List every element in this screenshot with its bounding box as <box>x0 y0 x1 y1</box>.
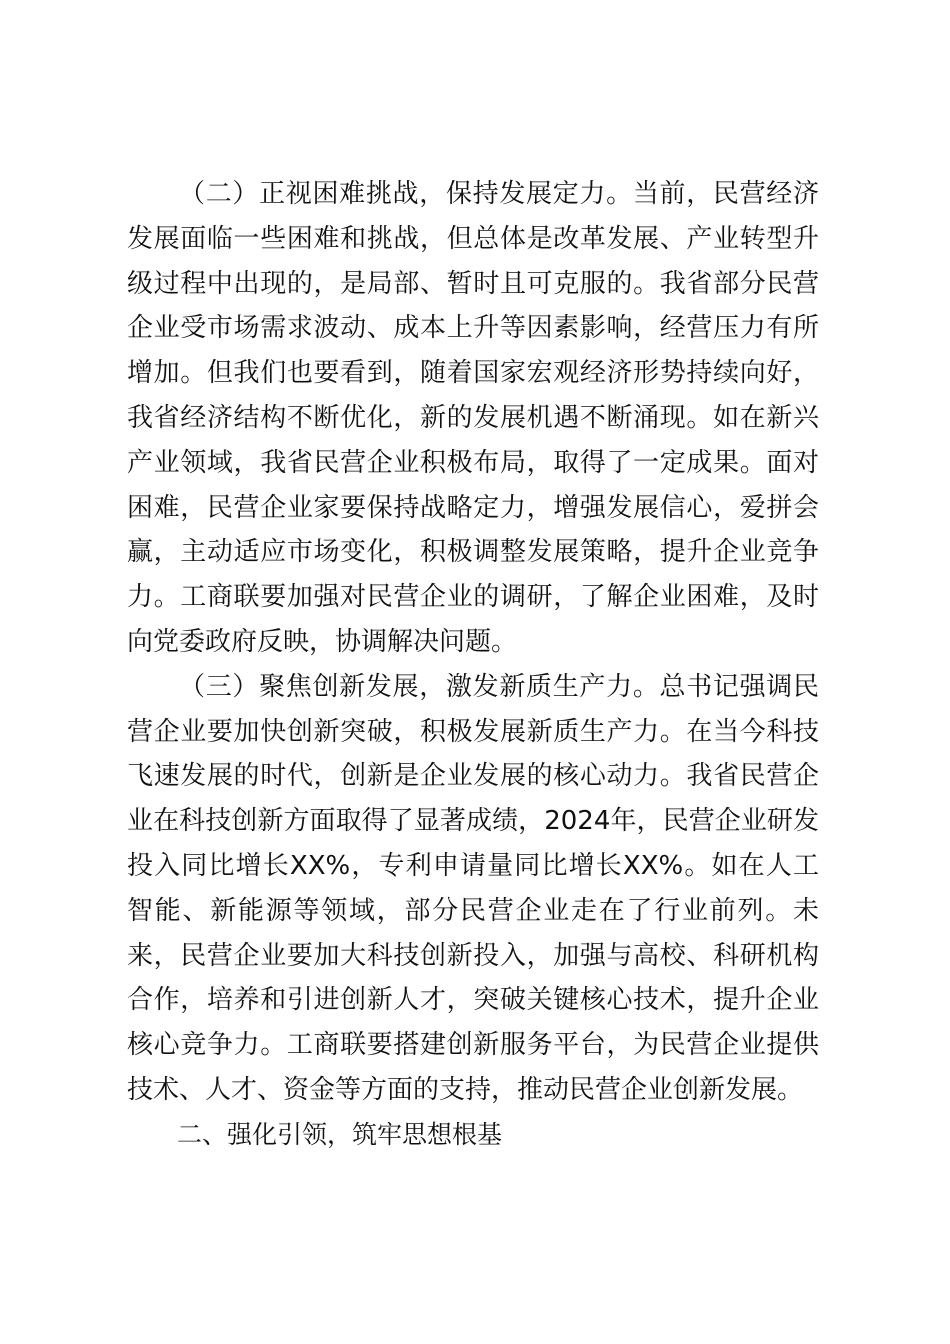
document-body <box>127 172 819 1158</box>
section-heading: 二、强化引领，筑牢思想根基 <box>177 1119 503 1149</box>
paragraph-section-2: （二）正视困难挑战，保持发展定力。当前，民营经济发展面临一些困难和挑战，但总体是改革发展、产业转型升级过程中出现的，是局部、暂时且可克服的。我省部分民营企业受市场需求波动、成本上升等因素影响，经营压力有所增加。但我们也要看到，随着国家宏观经济形势持续向好，我省经济结构不断优化，新的发展机遇不断涌现。如在新兴产业领域，我省民营企业积极布局，取得了一定成果。面对困难，民营企业家要保持战略定力，增强发展信心，爱拼会赢，主动适应市场变化，积极调整发展策略，提升企业竞争力。工商联要加强对民营企业的调研，了解企业困难，及时向党委政府反映，协调解决问题。 <box>127 179 819 657</box>
paragraph-section-3: （三）聚焦创新发展，激发新质生产力。总书记强调民营企业要加快创新突破，积极发展新质生产力。在当今科技飞速发展的时代，创新是企业发展的核心动力。我省民营企业在科技创新方面取得了显著成绩，2024年，民营企业研发投入同比增长XX%，专利申请量同比增长XX%。如在人工智能、新能源等领域，部分民营企业走在了行业前列。未来，民营企业要加大科技创新投入，加强与高校、科研机构合作，培养和引进创新人才，突破关键核心技术，提升企业核心竞争力。工商联要搭建创新服务平台，为民营企业提供技术、人才、资金等方面的支持，推动民营企业创新发展。 <box>127 671 819 1105</box>
